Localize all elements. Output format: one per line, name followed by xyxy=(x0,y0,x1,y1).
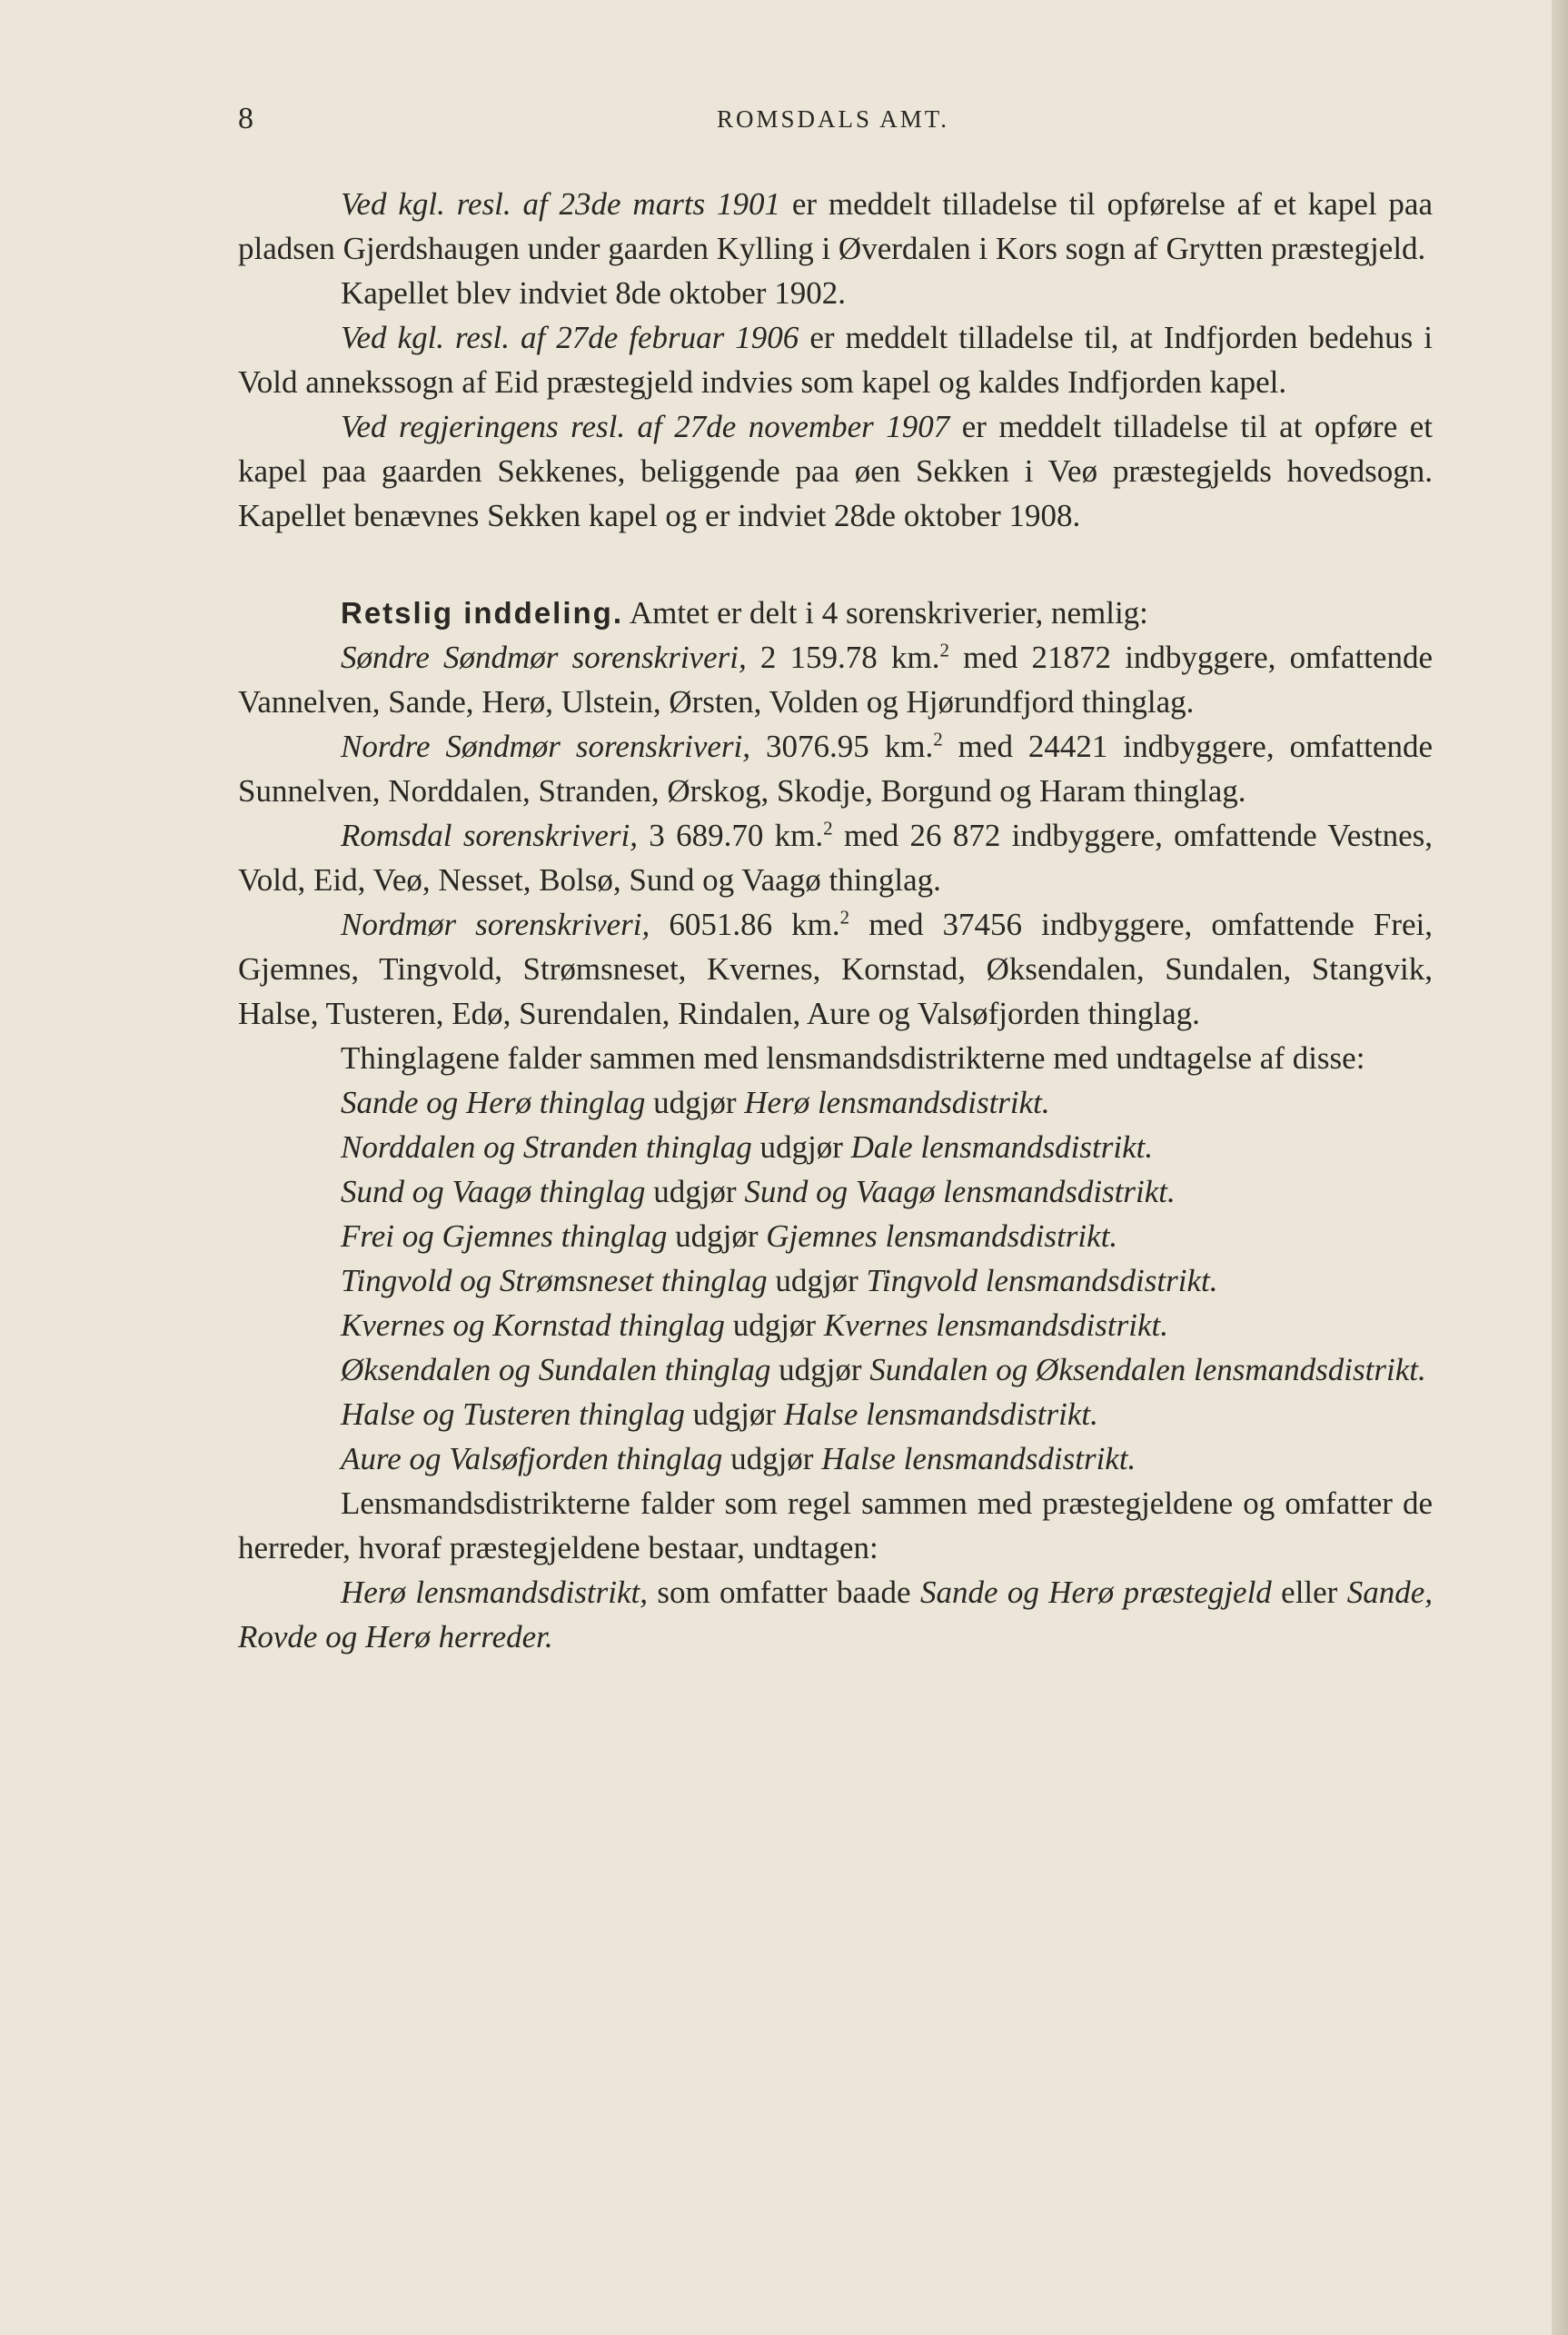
paragraph xyxy=(238,813,1433,902)
area-value: 6051.86 km. xyxy=(650,907,840,942)
district-line xyxy=(238,1347,1433,1392)
connector: udgjør xyxy=(684,1396,784,1432)
district-line xyxy=(238,1303,1433,1347)
italic-lead: Ved kgl. resl. af 27de februar 1906 xyxy=(341,320,799,355)
italic-lead: Nordre Søndmør sorenskriveri, xyxy=(341,729,751,764)
connector: udgjør xyxy=(645,1085,745,1120)
thinglag-name: Halse og Tusteren thinglag xyxy=(341,1396,685,1432)
paragraph-text: eller xyxy=(1271,1575,1347,1610)
thinglag-name: Aure og Valsøfjorden thinglag xyxy=(341,1441,723,1476)
paragraph-text: som omfatter baade xyxy=(648,1575,920,1610)
paragraph xyxy=(238,1570,1433,1659)
district-line xyxy=(238,1258,1433,1303)
thinglag-name: Norddalen og Stranden thinglag xyxy=(341,1129,752,1165)
paragraph-text: med 26 872 indbyggere, omfattende Vestnes, Vold, Eid, Veø, Nesset, Bolsø, Sund og Vaagø thinglag. xyxy=(238,818,1433,898)
connector: udgjør xyxy=(751,1129,851,1165)
district-line xyxy=(238,1169,1433,1214)
paragraph-text: Thinglagene falder sammen med lensmandsdistrikterne med undtagelse af disse: xyxy=(341,1040,1365,1076)
paragraph xyxy=(238,635,1433,724)
thinglag-name: Sund og Vaagø thinglag xyxy=(341,1174,646,1209)
italic-text: Sande og Herø præstegjeld xyxy=(919,1575,1272,1610)
connector: udgjør xyxy=(667,1218,767,1254)
paragraph-text: er meddelt tilladelse til at opføre et kapel paa gaarden Sekkenes, beliggende paa øen Sekken i Veø præstegjelds hovedsogn. Kapellet benævnes Sekken kapel og er indviet 28de oktober 1908. xyxy=(238,409,1433,533)
italic-lead: Søndre Søndmør sorenskriveri, xyxy=(341,640,747,675)
paragraph xyxy=(238,1481,1433,1570)
paragraph xyxy=(238,902,1433,1036)
paragraph-text: er meddelt tilladelse til opførelse af et kapel paa pladsen Gjerdshaugen under gaarden Kylling i Øverdalen i Kors sogn af Grytten præstegjeld. xyxy=(238,186,1433,266)
thinglag-name: Kvernes og Kornstad thinglag xyxy=(341,1307,725,1343)
district-name: Sund og Vaagø lensmandsdistrikt. xyxy=(744,1174,1176,1209)
district-name: Tingvold lensmandsdistrikt. xyxy=(866,1263,1218,1298)
superscript: 2 xyxy=(939,639,949,661)
connector: udgjør xyxy=(767,1263,867,1298)
paragraph xyxy=(238,404,1433,538)
italic-lead: Herø lensmandsdistrikt, xyxy=(341,1575,648,1610)
section-heading: Retslig inddeling. xyxy=(341,596,624,630)
page-header xyxy=(238,102,1428,142)
district-name: Halse lensmandsdistrikt. xyxy=(821,1441,1136,1476)
thinglag-name: Sande og Herø thinglag xyxy=(341,1085,646,1120)
paragraph xyxy=(238,271,1433,315)
connector: udgjør xyxy=(645,1174,745,1209)
section-paragraph xyxy=(238,591,1433,635)
italic-lead: Romsdal sorenskriveri, xyxy=(341,818,638,853)
area-value: 3076.95 km. xyxy=(750,729,934,764)
running-head: ROMSDALS AMT. xyxy=(716,105,950,133)
superscript: 2 xyxy=(823,817,833,840)
connector: udgjør xyxy=(722,1441,822,1476)
district-name: Gjemnes lensmandsdistrikt. xyxy=(766,1218,1118,1254)
superscript: 2 xyxy=(839,906,850,929)
paragraph-text: med 37456 indbyggere, omfattende Frei, Gjemnes, Tingvold, Strømsneset, Kvernes, Kornstad, Øksendalen, Sundalen, Stangvik, Halse, Tusteren, Edø, Surendalen, Rindalen, Aure og Valsøfjorden thinglag. xyxy=(238,907,1433,1031)
paragraph-text: er meddelt tilladelse til, at Indfjorden bedehus i Vold annekssogn af Eid præstegjeld indvies som kapel og kaldes Indfjorden kapel. xyxy=(238,320,1433,400)
district-line xyxy=(238,1214,1433,1258)
district-line xyxy=(238,1125,1433,1169)
area-value: 3 689.70 km. xyxy=(637,818,824,853)
paragraph-text: Kapellet blev indviet 8de oktober 1902. xyxy=(341,275,846,311)
thinglag-name: Øksendalen og Sundalen thinglag xyxy=(341,1352,771,1387)
paragraph-text: med 24421 indbyggere, omfattende Sunnelven, Norddalen, Stranden, Ørskog, Skodje, Borgund og Haram thinglag. xyxy=(238,729,1433,809)
paragraph xyxy=(238,182,1433,271)
paragraph xyxy=(238,315,1433,404)
district-name: Dale lensmandsdistrikt. xyxy=(850,1129,1154,1165)
page-number: 8 xyxy=(238,102,253,135)
district-line xyxy=(238,1392,1433,1436)
thinglag-name: Tingvold og Strømsneset thinglag xyxy=(341,1263,768,1298)
district-name: Halse lensmandsdistrikt. xyxy=(783,1396,1098,1432)
paragraph-text: Amtet er delt i 4 sorenskriverier, nemlig: xyxy=(623,595,1148,631)
area-value: 2 159.78 km. xyxy=(746,640,940,675)
paragraph xyxy=(238,1036,1433,1080)
body-text xyxy=(238,182,1433,1659)
connector: udgjør xyxy=(770,1352,870,1387)
page-edge xyxy=(1552,0,1568,2335)
district-name: Kvernes lensmandsdistrikt. xyxy=(823,1307,1168,1343)
italic-lead: Nordmør sorenskriveri, xyxy=(341,907,650,942)
paragraph xyxy=(238,724,1433,813)
district-name: Sundalen og Øksendalen lensmandsdistrikt. xyxy=(869,1352,1426,1387)
paragraph-text: Lensmandsdistrikterne falder som regel sammen med præstegjeldene og omfatter de herreder, hvoraf præstegjeldene bestaar, undtagen: xyxy=(238,1485,1433,1565)
connector: udgjør xyxy=(724,1307,824,1343)
district-line xyxy=(238,1080,1433,1125)
district-name: Herø lensmandsdistrikt. xyxy=(744,1085,1050,1120)
paragraph-text: med 21872 indbyggere, omfattende Vannelven, Sande, Herø, Ulstein, Ørsten, Volden og Hjørundfjord thinglag. xyxy=(238,640,1433,720)
italic-lead: Ved kgl. resl. af 23de marts 1901 xyxy=(341,186,780,222)
italic-text: Sande, Rovde og Herø herreder. xyxy=(238,1575,1433,1654)
district-line xyxy=(238,1436,1433,1481)
thinglag-name: Frei og Gjemnes thinglag xyxy=(341,1218,668,1254)
italic-lead: Ved regjeringens resl. af 27de november 1907 xyxy=(341,409,950,444)
superscript: 2 xyxy=(933,728,943,750)
